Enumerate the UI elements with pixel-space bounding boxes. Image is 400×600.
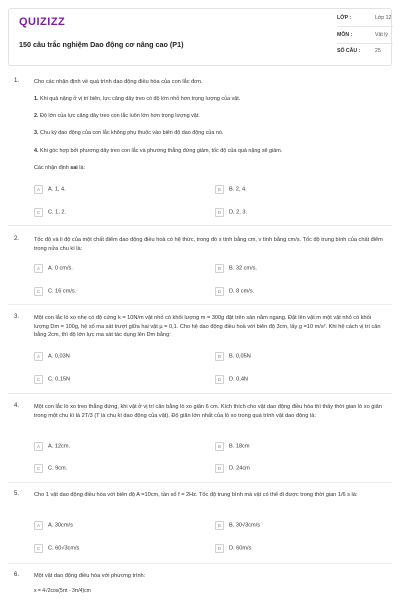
question-number: 6. — [14, 572, 20, 578]
option-c[interactable] — [34, 464, 67, 474]
option-d[interactable] — [215, 287, 254, 297]
question-number: 4. — [14, 403, 20, 409]
statement-number: 1. — [34, 96, 39, 102]
question-text: Một con lắc lò xo nhẹ có độ cứng k = 10N/m vật nhỏ có khối lượng m = 300g đặt trên sàn nằm ngang. Đặt lên vật m một vật nhỏ có khối lượng Dm = 100g, hệ số ma sát trượt giữa hai vật µ = 0,1. Cho hệ dao động điều hoà với biên độ 3cm, lấy g =10 m/s². Khi hệ cách vị trí cân bằng 2cm, thì độ lớn lực ma sát tác dụng lên Dm bằng: — [34, 315, 381, 339]
statement-number: 4. — [34, 148, 39, 154]
meta-key: MÔN : — [337, 32, 353, 38]
option-letter-box: D — [215, 464, 224, 473]
option-letter-box: A — [34, 185, 43, 194]
option-letter-box: C — [34, 287, 43, 296]
statement-2 — [34, 113, 384, 119]
statement-number: 3. — [34, 130, 39, 136]
option-letter-box: C — [34, 375, 43, 384]
question-text: Cho 1 vật dao động điều hòa với biên độ A =10cm, tần số f = 2Hz. Tốc độ trung bình mà vật có thể đi được trong thời gian 1/6 s là: — [34, 492, 358, 498]
option-a[interactable] — [34, 185, 66, 195]
option-text: D. 8 cm/s. — [229, 288, 255, 295]
option-text: B. 2, 4. — [229, 186, 247, 193]
option-a[interactable] — [34, 521, 73, 531]
statement-number: 2. — [34, 113, 39, 119]
option-b[interactable] — [215, 352, 251, 362]
option-b[interactable] — [215, 185, 247, 195]
option-c[interactable] — [34, 375, 70, 385]
quizizz-logo: QUIZIZZ — [19, 16, 66, 28]
option-a[interactable] — [34, 264, 73, 274]
option-c[interactable] — [34, 544, 79, 554]
statement-text: Chu kỳ dao động của con lắc không phụ thuộc vào biên độ dao động của nó. — [38, 130, 224, 136]
option-d[interactable] — [215, 208, 247, 218]
meta-key: LỚP : — [337, 15, 352, 21]
option-b[interactable] — [215, 442, 250, 452]
option-text: C. 1, 2. — [48, 209, 67, 216]
meta-value: 25 — [375, 48, 381, 54]
statement-4 — [34, 148, 384, 154]
option-text: B. 18cm — [229, 443, 250, 450]
meta-value: Lớp 12 — [375, 15, 392, 21]
option-letter-box: A — [34, 352, 43, 361]
option-c[interactable] — [34, 287, 76, 297]
option-text: D. 0,4N — [229, 376, 248, 383]
option-letter-box: D — [215, 208, 224, 217]
question-divider — [8, 304, 392, 305]
option-letter-box: C — [34, 464, 43, 473]
option-text: A. 30cm/s — [48, 522, 73, 529]
question-text: Cho các nhận định về quá trình dao động điều hòa của con lắc đơn. — [34, 79, 203, 85]
option-text: A. 0,03N — [48, 353, 70, 360]
option-b[interactable] — [215, 264, 257, 274]
option-text: B. 32 cm/s. — [229, 265, 257, 272]
option-text: C. 9cm. — [48, 465, 68, 472]
question-number: 2. — [14, 236, 20, 242]
option-text: B. 30√3cm/s — [229, 522, 261, 529]
option-text: D. 2, 3. — [229, 209, 248, 216]
option-text: C. 16 cm/s. — [48, 288, 77, 295]
option-d[interactable] — [215, 544, 251, 554]
statement-text: Độ lớn của lực căng dây treo con lắc luôn lớn hơn trọng lượng vật. — [38, 113, 200, 119]
option-letter-box: D — [215, 544, 224, 553]
option-text: A. 1, 4. — [48, 186, 66, 193]
option-text: D. 60m/s — [229, 545, 252, 552]
option-letter-box: B — [215, 352, 224, 361]
worksheet-title: 150 câu trắc nghiệm Dao động cơ nâng cao (P1) — [19, 40, 184, 49]
formula: x = 4√2cos(5πt - 3π/4)cm — [34, 588, 91, 594]
prompt-bold: sai — [70, 165, 78, 171]
prompt-pre: Các nhận định — [34, 165, 71, 171]
option-text: C. 60√3cm/s — [48, 545, 80, 552]
question-number: 1. — [14, 78, 20, 84]
question-divider — [8, 482, 392, 483]
option-letter-box: B — [215, 521, 224, 530]
question-number: 3. — [14, 314, 20, 320]
prompt-post: là: — [77, 165, 85, 171]
option-letter-box: A — [34, 442, 43, 451]
option-letter-box: D — [215, 287, 224, 296]
option-letter-box: C — [34, 544, 43, 553]
option-letter-box: A — [34, 521, 43, 530]
option-d[interactable] — [215, 375, 248, 385]
question-text: Một vật dao động điều hòa với phương trình: — [34, 573, 146, 579]
statement-text: Khi quả nặng ở vị trí biên, lực căng dây treo có độ lớn nhỏ hơn trọng lượng của vật. — [38, 96, 241, 102]
option-text: A. 0 cm/s. — [48, 265, 73, 272]
statement-3 — [34, 130, 384, 136]
option-letter-box: C — [34, 208, 43, 217]
option-text: B. 0,05N — [229, 353, 251, 360]
divider — [337, 43, 393, 44]
option-letter-box: D — [215, 375, 224, 384]
option-text: A. 12cm. — [48, 443, 71, 450]
option-a[interactable] — [34, 442, 70, 452]
divider — [337, 26, 393, 27]
meta-value: Vật lý — [375, 32, 388, 38]
question-number: 5. — [14, 491, 20, 497]
statement-1 — [34, 96, 384, 102]
option-letter-box: B — [215, 264, 224, 273]
question-divider — [8, 225, 392, 226]
option-c[interactable] — [34, 208, 66, 218]
question-prompt — [34, 165, 384, 171]
question-text: Tốc độ và li độ của một chất điểm dao động điều hoà có hệ thức, trong đó x tính bằng cm, v tính bằng cm/s. Tốc độ trung bình của chất điểm trong nửa chu kì là: — [34, 237, 383, 252]
option-a[interactable] — [34, 352, 70, 362]
worksheet-header — [8, 8, 392, 66]
statement-text: Khi góc hợp bởi phương dây treo con lắc và phương thẳng đứng giảm, tốc độ của quả nặng sẽ giảm. — [38, 148, 283, 154]
question-text: Một con lắc lò xo treo thẳng đứng, khi vật ở vị trí cân bằng lò xo giãn 6 cm. Kích thích cho vật dao động điều hòa thì thấy thời gian lò xo giãn trong một chu kì là 2T/3 (T là chu kì dao động của vật). Độ giãn lớn nhất của lò xo trong quá trình vật dao động là: — [34, 404, 382, 419]
option-letter-box: B — [215, 442, 224, 451]
question-divider — [8, 393, 392, 394]
option-d[interactable] — [215, 464, 250, 474]
option-b[interactable] — [215, 521, 260, 531]
question-divider — [8, 563, 392, 564]
option-text: C. 0,15N — [48, 376, 71, 383]
meta-key: SỐ CÂU : — [337, 48, 361, 54]
option-letter-box: B — [215, 185, 224, 194]
option-text: D. 24cm — [229, 465, 250, 472]
option-letter-box: A — [34, 264, 43, 273]
